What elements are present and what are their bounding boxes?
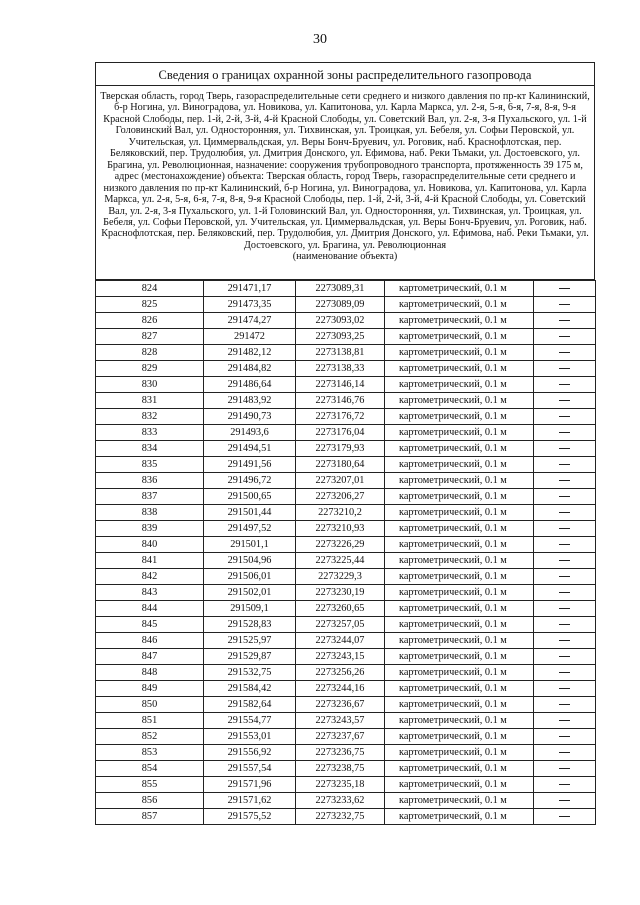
document-sheet — [95, 62, 595, 825]
object-description-caption: (наименование объекта) — [292, 251, 398, 263]
x-coordinate-cell: 291491,56 — [204, 457, 296, 473]
point-number-cell: 847 — [96, 649, 204, 665]
empty-value-cell — [534, 313, 596, 329]
y-coordinate-cell: 2273244,07 — [296, 633, 385, 649]
table-row — [96, 681, 596, 697]
dash-mark — [559, 400, 570, 401]
dash-mark — [559, 384, 570, 385]
method-accuracy-cell: картометрический, 0.1 м — [385, 729, 534, 745]
x-coordinate-cell: 291493,6 — [204, 425, 296, 441]
method-accuracy-cell: картометрический, 0.1 м — [385, 761, 534, 777]
method-accuracy-cell: картометрический, 0.1 м — [385, 329, 534, 345]
x-coordinate-cell: 291483,92 — [204, 393, 296, 409]
table-row — [96, 601, 596, 617]
method-accuracy-cell: картометрический, 0.1 м — [385, 745, 534, 761]
empty-value-cell — [534, 697, 596, 713]
empty-value-cell — [534, 425, 596, 441]
y-coordinate-cell: 2273233,62 — [296, 793, 385, 809]
y-coordinate-cell: 2273232,75 — [296, 809, 385, 825]
table-row — [96, 345, 596, 361]
empty-value-cell — [534, 345, 596, 361]
empty-value-cell — [534, 329, 596, 345]
empty-value-cell — [534, 601, 596, 617]
y-coordinate-cell: 2273210,93 — [296, 521, 385, 537]
table-row — [96, 633, 596, 649]
dash-mark — [559, 752, 570, 753]
y-coordinate-cell: 2273226,29 — [296, 537, 385, 553]
table-row — [96, 713, 596, 729]
table-row — [96, 665, 596, 681]
dash-mark — [559, 368, 570, 369]
y-coordinate-cell: 2273093,25 — [296, 329, 385, 345]
method-accuracy-cell: картометрический, 0.1 м — [385, 505, 534, 521]
table-row — [96, 729, 596, 745]
point-number-cell: 827 — [96, 329, 204, 345]
y-coordinate-cell: 2273236,67 — [296, 697, 385, 713]
x-coordinate-cell: 291556,92 — [204, 745, 296, 761]
empty-value-cell — [534, 521, 596, 537]
x-coordinate-cell: 291554,77 — [204, 713, 296, 729]
point-number-cell: 833 — [96, 425, 204, 441]
table-row — [96, 809, 596, 825]
table-row — [96, 537, 596, 553]
point-number-cell: 838 — [96, 505, 204, 521]
coordinates-table — [95, 280, 596, 825]
table-row — [96, 505, 596, 521]
empty-value-cell — [534, 553, 596, 569]
method-accuracy-cell: картометрический, 0.1 м — [385, 313, 534, 329]
empty-value-cell — [534, 777, 596, 793]
point-number-cell: 832 — [96, 409, 204, 425]
table-row — [96, 777, 596, 793]
empty-value-cell — [534, 457, 596, 473]
method-accuracy-cell: картометрический, 0.1 м — [385, 441, 534, 457]
table-row — [96, 569, 596, 585]
dash-mark — [559, 624, 570, 625]
x-coordinate-cell: 291528,83 — [204, 617, 296, 633]
method-accuracy-cell: картометрический, 0.1 м — [385, 345, 534, 361]
dash-mark — [559, 672, 570, 673]
method-accuracy-cell: картометрический, 0.1 м — [385, 489, 534, 505]
y-coordinate-cell: 2273146,14 — [296, 377, 385, 393]
point-number-cell: 856 — [96, 793, 204, 809]
empty-value-cell — [534, 505, 596, 521]
dash-mark — [559, 784, 570, 785]
empty-value-cell — [534, 281, 596, 297]
x-coordinate-cell: 291532,75 — [204, 665, 296, 681]
x-coordinate-cell: 291525,97 — [204, 633, 296, 649]
empty-value-cell — [534, 761, 596, 777]
point-number-cell: 828 — [96, 345, 204, 361]
table-row — [96, 617, 596, 633]
method-accuracy-cell: картометрический, 0.1 м — [385, 713, 534, 729]
x-coordinate-cell: 291484,82 — [204, 361, 296, 377]
empty-value-cell — [534, 393, 596, 409]
point-number-cell: 835 — [96, 457, 204, 473]
x-coordinate-cell: 291474,27 — [204, 313, 296, 329]
point-number-cell: 855 — [96, 777, 204, 793]
dash-mark — [559, 720, 570, 721]
point-number-cell: 854 — [96, 761, 204, 777]
method-accuracy-cell: картометрический, 0.1 м — [385, 409, 534, 425]
method-accuracy-cell: картометрический, 0.1 м — [385, 697, 534, 713]
x-coordinate-cell: 291582,64 — [204, 697, 296, 713]
dash-mark — [559, 336, 570, 337]
x-coordinate-cell: 291497,52 — [204, 521, 296, 537]
y-coordinate-cell: 2273207,01 — [296, 473, 385, 489]
point-number-cell: 853 — [96, 745, 204, 761]
y-coordinate-cell: 2273243,15 — [296, 649, 385, 665]
x-coordinate-cell: 291486,64 — [204, 377, 296, 393]
x-coordinate-cell: 291501,44 — [204, 505, 296, 521]
empty-value-cell — [534, 809, 596, 825]
empty-value-cell — [534, 793, 596, 809]
x-coordinate-cell: 291571,62 — [204, 793, 296, 809]
dash-mark — [559, 448, 570, 449]
y-coordinate-cell: 2273225,44 — [296, 553, 385, 569]
table-row — [96, 393, 596, 409]
dash-mark — [559, 592, 570, 593]
dash-mark — [559, 352, 570, 353]
x-coordinate-cell: 291482,12 — [204, 345, 296, 361]
x-coordinate-cell: 291494,51 — [204, 441, 296, 457]
point-number-cell: 839 — [96, 521, 204, 537]
point-number-cell: 844 — [96, 601, 204, 617]
method-accuracy-cell: картометрический, 0.1 м — [385, 393, 534, 409]
page-number: 30 — [313, 32, 327, 47]
empty-value-cell — [534, 377, 596, 393]
dash-mark — [559, 816, 570, 817]
y-coordinate-cell: 2273257,05 — [296, 617, 385, 633]
empty-value-cell — [534, 585, 596, 601]
point-number-cell: 840 — [96, 537, 204, 553]
x-coordinate-cell: 291529,87 — [204, 649, 296, 665]
point-number-cell: 850 — [96, 697, 204, 713]
table-row — [96, 409, 596, 425]
method-accuracy-cell: картометрический, 0.1 м — [385, 809, 534, 825]
dash-mark — [559, 704, 570, 705]
table-row — [96, 745, 596, 761]
dash-mark — [559, 560, 570, 561]
y-coordinate-cell: 2273237,67 — [296, 729, 385, 745]
y-coordinate-cell: 2273210,2 — [296, 505, 385, 521]
point-number-cell: 831 — [96, 393, 204, 409]
x-coordinate-cell: 291584,42 — [204, 681, 296, 697]
method-accuracy-cell: картометрический, 0.1 м — [385, 473, 534, 489]
x-coordinate-cell: 291504,96 — [204, 553, 296, 569]
table-row — [96, 649, 596, 665]
table-row — [96, 585, 596, 601]
point-number-cell: 841 — [96, 553, 204, 569]
point-number-cell: 852 — [96, 729, 204, 745]
method-accuracy-cell: картометрический, 0.1 м — [385, 553, 534, 569]
x-coordinate-cell: 291506,01 — [204, 569, 296, 585]
method-accuracy-cell: картометрический, 0.1 м — [385, 585, 534, 601]
empty-value-cell — [534, 297, 596, 313]
x-coordinate-cell: 291500,65 — [204, 489, 296, 505]
point-number-cell: 834 — [96, 441, 204, 457]
object-description: Тверская область, город Тверь, газораспределительные сети среднего и низкого давления по пр-кт Калининский, б-р Ногина, ул. Виноградова, ул. Новикова, ул. Капитонова, ул. Карла Маркса, ул. 2-я, 5-я, 6-я, 7-я, 8-я, 9-я Красной Слободы, пер. 1-й, 2-й, 3-й, 4-й Красной Слободы, ул. Советский Вал, ул. 2-я, 3-я Пухальского, ул. 1-й Головинский Вал, ул. Односторонняя, ул. Тихвинская, ул. Троицкая, ул. Бебеля, ул. Софьи Перовской, ул. Учительская, ул. Циммервальдская, ул. Веры Бонч-Бруевич, ул. Роговик, наб. Краснофлотская, пер. Беляковский, пер. Трудолюбия, ул. Дмитрия Донского, ул. Ефимова, наб. Реки Тьмаки, ул. Достоевского, ул. Брагина, ул. Революционная, назначение: сооружения трубопроводного транспорта, протяженность 39 175 м, адрес (местонахождение) объекта: Тверская область, город Тверь, газораспределительные сети среднего и низкого давления по пр-кт Калининский, б-р Ногина, ул. Виноградова, ул. Новикова, ул. Капитонова, ул. Карла Маркса, ул. 2-я, 5-я, 6-я, 7-я, 8-я, 9-я Красной Слободы, пер. 1-й, 2-й, 3-й, 4-й Красной Слободы, ул. Советский Вал, ул. 2-я, 3-я Пухальского, ул. 1-й Головинский Вал, ул. Односторонняя, ул. Тихвинская, ул. Троицкая, ул. Бебеля, ул. Софьи Перовской, ул. Учительская, ул. Циммервальдская, ул. Веры Бонч-Бруевич, ул. Роговик, наб. Краснофлотская, пер. Беляковский, пер. Трудолюбия, ул. Дмитрия Донского, ул. Ефимова, наб. Реки Тьмаки, ул. Достоевского, ул. Брагина, ул. Революционная — [100, 91, 590, 251]
point-number-cell: 836 — [96, 473, 204, 489]
table-row — [96, 297, 596, 313]
x-coordinate-cell: 291571,96 — [204, 777, 296, 793]
coordinates-table-body — [96, 281, 596, 825]
empty-value-cell — [534, 361, 596, 377]
empty-value-cell — [534, 617, 596, 633]
table-row — [96, 473, 596, 489]
x-coordinate-cell: 291490,73 — [204, 409, 296, 425]
method-accuracy-cell: картометрический, 0.1 м — [385, 601, 534, 617]
dash-mark — [559, 656, 570, 657]
x-coordinate-cell: 291471,17 — [204, 281, 296, 297]
table-row — [96, 377, 596, 393]
y-coordinate-cell: 2273243,57 — [296, 713, 385, 729]
method-accuracy-cell: картометрический, 0.1 м — [385, 793, 534, 809]
empty-value-cell — [534, 537, 596, 553]
method-accuracy-cell: картометрический, 0.1 м — [385, 617, 534, 633]
method-accuracy-cell: картометрический, 0.1 м — [385, 681, 534, 697]
table-row — [96, 761, 596, 777]
table-row — [96, 329, 596, 345]
method-accuracy-cell: картометрический, 0.1 м — [385, 537, 534, 553]
dash-mark — [559, 528, 570, 529]
method-accuracy-cell: картометрический, 0.1 м — [385, 361, 534, 377]
empty-value-cell — [534, 569, 596, 585]
y-coordinate-cell: 2273093,02 — [296, 313, 385, 329]
point-number-cell: 837 — [96, 489, 204, 505]
dash-mark — [559, 304, 570, 305]
y-coordinate-cell: 2273229,3 — [296, 569, 385, 585]
table-row — [96, 457, 596, 473]
empty-value-cell — [534, 489, 596, 505]
x-coordinate-cell: 291502,01 — [204, 585, 296, 601]
dash-mark — [559, 688, 570, 689]
y-coordinate-cell: 2273089,09 — [296, 297, 385, 313]
y-coordinate-cell: 2273235,18 — [296, 777, 385, 793]
dash-mark — [559, 288, 570, 289]
empty-value-cell — [534, 665, 596, 681]
dash-mark — [559, 416, 570, 417]
y-coordinate-cell: 2273138,33 — [296, 361, 385, 377]
table-row — [96, 441, 596, 457]
table-row — [96, 553, 596, 569]
empty-value-cell — [534, 713, 596, 729]
dash-mark — [559, 800, 570, 801]
method-accuracy-cell: картометрический, 0.1 м — [385, 457, 534, 473]
table-row — [96, 425, 596, 441]
empty-value-cell — [534, 729, 596, 745]
point-number-cell: 846 — [96, 633, 204, 649]
dash-mark — [559, 736, 570, 737]
table-row — [96, 489, 596, 505]
table-row — [96, 793, 596, 809]
y-coordinate-cell: 2273180,64 — [296, 457, 385, 473]
section-title: Сведения о границах охранной зоны распределительного газопровода — [95, 62, 595, 86]
point-number-cell: 824 — [96, 281, 204, 297]
x-coordinate-cell: 291496,72 — [204, 473, 296, 489]
method-accuracy-cell: картометрический, 0.1 м — [385, 777, 534, 793]
empty-value-cell — [534, 409, 596, 425]
y-coordinate-cell: 2273146,76 — [296, 393, 385, 409]
empty-value-cell — [534, 633, 596, 649]
dash-mark — [559, 544, 570, 545]
y-coordinate-cell: 2273260,65 — [296, 601, 385, 617]
dash-mark — [559, 320, 570, 321]
point-number-cell: 845 — [96, 617, 204, 633]
dash-mark — [559, 432, 570, 433]
y-coordinate-cell: 2273138,81 — [296, 345, 385, 361]
point-number-cell: 857 — [96, 809, 204, 825]
y-coordinate-cell: 2273176,72 — [296, 409, 385, 425]
dash-mark — [559, 608, 570, 609]
point-number-cell: 825 — [96, 297, 204, 313]
x-coordinate-cell: 291473,35 — [204, 297, 296, 313]
table-row — [96, 313, 596, 329]
method-accuracy-cell: картометрический, 0.1 м — [385, 425, 534, 441]
dash-mark — [559, 768, 570, 769]
y-coordinate-cell: 2273089,31 — [296, 281, 385, 297]
method-accuracy-cell: картометрический, 0.1 м — [385, 297, 534, 313]
y-coordinate-cell: 2273238,75 — [296, 761, 385, 777]
x-coordinate-cell: 291509,1 — [204, 601, 296, 617]
point-number-cell: 843 — [96, 585, 204, 601]
y-coordinate-cell: 2273256,26 — [296, 665, 385, 681]
point-number-cell: 851 — [96, 713, 204, 729]
method-accuracy-cell: картометрический, 0.1 м — [385, 521, 534, 537]
empty-value-cell — [534, 745, 596, 761]
y-coordinate-cell: 2273230,19 — [296, 585, 385, 601]
y-coordinate-cell: 2273236,75 — [296, 745, 385, 761]
dash-mark — [559, 464, 570, 465]
empty-value-cell — [534, 441, 596, 457]
point-number-cell: 842 — [96, 569, 204, 585]
x-coordinate-cell: 291472 — [204, 329, 296, 345]
empty-value-cell — [534, 681, 596, 697]
point-number-cell: 849 — [96, 681, 204, 697]
point-number-cell: 826 — [96, 313, 204, 329]
y-coordinate-cell: 2273179,93 — [296, 441, 385, 457]
x-coordinate-cell: 291501,1 — [204, 537, 296, 553]
dash-mark — [559, 496, 570, 497]
table-row — [96, 281, 596, 297]
method-accuracy-cell: картометрический, 0.1 м — [385, 633, 534, 649]
point-number-cell: 829 — [96, 361, 204, 377]
x-coordinate-cell: 291575,52 — [204, 809, 296, 825]
method-accuracy-cell: картометрический, 0.1 м — [385, 665, 534, 681]
method-accuracy-cell: картометрический, 0.1 м — [385, 377, 534, 393]
empty-value-cell — [534, 649, 596, 665]
object-description-box — [95, 86, 595, 280]
x-coordinate-cell: 291557,54 — [204, 761, 296, 777]
x-coordinate-cell: 291553,01 — [204, 729, 296, 745]
point-number-cell: 830 — [96, 377, 204, 393]
method-accuracy-cell: картометрический, 0.1 м — [385, 281, 534, 297]
table-row — [96, 521, 596, 537]
method-accuracy-cell: картометрический, 0.1 м — [385, 569, 534, 585]
empty-value-cell — [534, 473, 596, 489]
method-accuracy-cell: картометрический, 0.1 м — [385, 649, 534, 665]
table-row — [96, 697, 596, 713]
dash-mark — [559, 640, 570, 641]
dash-mark — [559, 576, 570, 577]
y-coordinate-cell: 2273206,27 — [296, 489, 385, 505]
dash-mark — [559, 480, 570, 481]
y-coordinate-cell: 2273176,04 — [296, 425, 385, 441]
point-number-cell: 848 — [96, 665, 204, 681]
dash-mark — [559, 512, 570, 513]
table-row — [96, 361, 596, 377]
y-coordinate-cell: 2273244,16 — [296, 681, 385, 697]
